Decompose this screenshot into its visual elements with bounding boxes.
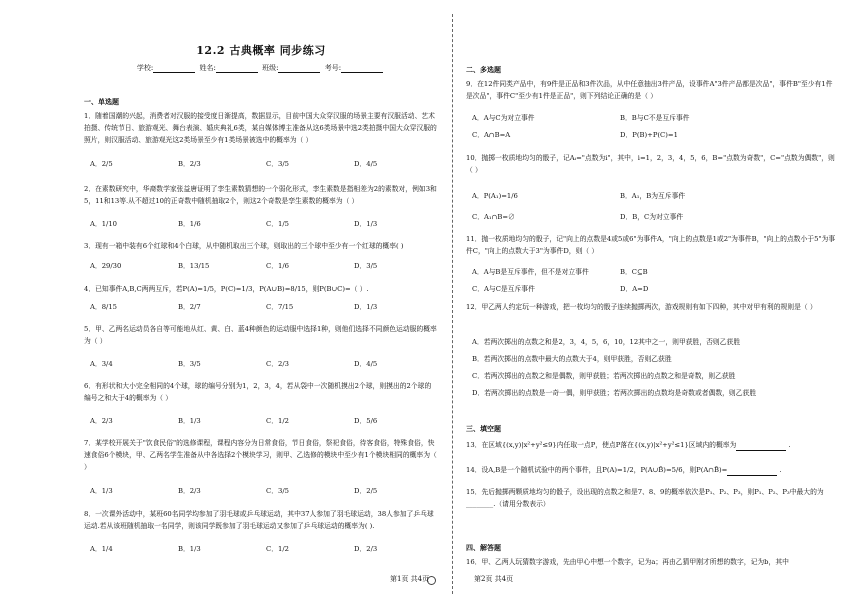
q11-option-b[interactable]: B．C⊆B <box>620 268 648 276</box>
section-single-choice: 一、单选题 <box>84 97 119 106</box>
exam-blank[interactable] <box>341 65 383 73</box>
q9-options-row1 <box>472 114 836 128</box>
q5-option-d[interactable]: D．4/5 <box>354 360 378 368</box>
q2-option-d[interactable]: D．1/3 <box>354 220 378 228</box>
question-10: 10．抛掷一枚质地均匀的骰子，记Aᵢ="点数为i"，其中，i=1，2，3，4，5，6，B="点数为奇数"，C="点数为偶数"，则（ ） <box>466 154 835 174</box>
q6-option-d[interactable]: D．5/6 <box>354 417 378 425</box>
class-blank[interactable] <box>278 65 320 73</box>
q9-option-a[interactable]: A．A与C为对立事件 <box>472 114 535 122</box>
q11-option-d[interactable]: D．A=D <box>620 285 649 293</box>
q3-options <box>90 262 438 276</box>
q7-option-c[interactable]: C．3/5 <box>266 487 289 495</box>
q2-option-c[interactable]: C．1/5 <box>266 220 289 228</box>
q2-option-b[interactable]: B．1/6 <box>178 220 201 228</box>
question-11: 11．抛一枚质地均匀的骰子，记"向上的点数是4或5或6"为事件A，"向上的点数是1或2"为事件B，"向上的点数小于5"为事件C，"向上的点数大于3"为事件D，则（ ） <box>466 235 836 255</box>
q6-option-a[interactable]: A．2/3 <box>90 417 113 425</box>
column-divider <box>452 14 453 594</box>
q8-option-b[interactable]: B．1/3 <box>178 545 201 553</box>
question-6: 6．有形状和大小完全相同的4个球，球的编号分别为1，2，3，4，若从袋中一次随机摸出2个球，则摸出的2个球的编号之和大于4的概率为（ ） <box>84 382 432 402</box>
q3-option-d[interactable]: D．3/5 <box>354 262 378 270</box>
question-12: 12．甲乙两人约定玩一种游戏，把一枚均匀的骰子连续抛掷两次，游戏规则有如下四种，其中对甲有利的规则是（ ） <box>466 303 817 311</box>
q10-option-a[interactable]: A．P(A₁)=1/6 <box>472 192 518 200</box>
q5-option-a[interactable]: A．3/4 <box>90 360 113 368</box>
q1-option-b[interactable]: B．2/3 <box>178 160 201 168</box>
q11-options-row2 <box>472 285 836 299</box>
q4-option-c[interactable]: C．7/15 <box>266 303 294 311</box>
q11-option-a[interactable]: A．A与B是互斥事件，但不是对立事件 <box>472 268 589 276</box>
q5-option-b[interactable]: B．3/5 <box>178 360 201 368</box>
q4-option-a[interactable]: A．8/15 <box>90 303 117 311</box>
q13-answer-blank[interactable] <box>736 443 786 451</box>
page-title: 12.2 古典概率 同步练习 <box>196 44 326 57</box>
q12-option-c[interactable]: C．若两次掷出的点数之和是偶数，则甲获胜；若两次掷出的点数之和是奇数，则乙获胜 <box>472 372 736 380</box>
school-blank[interactable] <box>153 65 195 73</box>
q11-options-row1 <box>472 268 836 282</box>
q1-option-c[interactable]: C．3/5 <box>266 160 289 168</box>
name-blank[interactable] <box>216 65 258 73</box>
q2-option-a[interactable]: A．1/10 <box>90 220 117 228</box>
left-column <box>84 0 438 608</box>
q4-options <box>90 303 438 317</box>
question-2: 2．在素数研究中，华裔数学家张益唐证明了孪生素数猜想的一个弱化形式，孪生素数是指相差为2的素数对，例如3和5，11和13等.从不超过10的正奇数中随机抽取2个，则这2个奇数是孪生素数的概率为（ ） <box>84 185 437 205</box>
q12-option-d[interactable]: D．若两次掷出的点数是一奇一偶，则甲获胜；若两次掷出的点数均是奇数或者偶数，则乙获胜 <box>472 389 757 397</box>
q9-option-d[interactable]: D．P(B)+P(C)=1 <box>620 131 678 139</box>
right-column <box>466 0 836 608</box>
q10-option-b[interactable]: B．A₁，B为互斥事件 <box>620 192 686 200</box>
q7-option-d[interactable]: D．2/5 <box>354 487 378 495</box>
question-13: 13．在区域{(x,y)|x²+y²≤9}内任取一点P，使点P落在{(x,y)|x²+y²≤1}区域内的概率为 . <box>466 441 791 449</box>
q10-options-row1 <box>472 192 836 206</box>
q1-option-a[interactable]: A．2/5 <box>90 160 113 168</box>
q1-options <box>90 160 438 174</box>
q7-option-a[interactable]: A．1/3 <box>90 487 113 495</box>
question-8: 8．一次课外活动中，某班60名同学均参加了羽毛球或乒乓球运动，其中37人参加了羽毛球运动，38人参加了乒乓球运动.若从该班随机抽取一名同学，则该同学既参加了羽毛球运动又参加了乒乓球运动的概率为( ). <box>84 510 434 530</box>
q10-options-row2 <box>472 213 836 227</box>
page-footer-left: 第1页 共4页 <box>390 575 430 583</box>
section-fill-blank: 三、填空题 <box>466 424 501 433</box>
q12-option-a[interactable]: A．若两次掷出的点数之和是2，3，4，5，6，10，12其中之一，则甲获胜，否则乙获胜 <box>472 338 741 346</box>
q7-option-b[interactable]: B．2/3 <box>178 487 201 495</box>
question-9: 9．在12件同类产品中，有9件是正品和3件次品，从中任意抽出3件产品，设事件A"3件产品都是次品"，事件B"至少有1件是次品"，事件C"至少有1件是正品"，则下列结论正确的是（ ） <box>466 80 833 100</box>
q6-options <box>90 417 438 431</box>
q8-option-c[interactable]: C．1/2 <box>266 545 289 553</box>
q9-option-c[interactable]: C．A∩B=A <box>472 131 511 139</box>
q8-option-a[interactable]: A．1/4 <box>90 545 113 553</box>
q6-option-c[interactable]: C．1/2 <box>266 417 289 425</box>
q6-option-b[interactable]: B．1/3 <box>178 417 201 425</box>
q1-option-d[interactable]: D．4/5 <box>354 160 378 168</box>
student-info <box>84 64 438 73</box>
q7-options <box>90 487 438 501</box>
question-3: 3．现有一箱中装有6个红球和4个白球，从中随机取出三个球，则取出的三个球中至少有一个红球的概率( ) <box>84 242 404 250</box>
exam-label: 考号: <box>324 64 342 72</box>
q12-option-b[interactable]: B．若两次掷出的点数中最大的点数大于4，则甲获胜，否则乙获胜 <box>472 355 672 363</box>
name-label: 姓名: <box>199 64 216 72</box>
question-1: 1．随着国潮的兴起，消费者对汉服的接受度日渐提高，数据显示，目前中国大众穿汉服的场景主要有汉服活动、艺术拍摄、传统节日、旅游观光、舞台表演、婚庆典礼6类，某自媒体博主准备从这6类场景中选2类拍摄中国大众穿汉服的照片，则汉服活动、旅游观光这2类场景至少有1类场景被选中的概率为（ ） <box>84 112 437 144</box>
question-15: 15．先后抛掷两颗质地均匀的骰子，设出现的点数之和是7、8、9的概率依次是P₁、P₂、P₃，则P₁、P₂、P₃中最大的为________.（请用分数表示） <box>466 488 824 508</box>
question-14: 14．设A,B是一个随机试验中的两个事件，且P(A)=1/2，P(A∪B̄)=5/6，则P(A∩B̄)= . <box>466 466 782 474</box>
question-5: 5．甲、乙两名运动员各自等可能地从红、黄、白、蓝4种颜色的运动服中选择1种，则他们选择不同颜色运动服的概率为（ ） <box>84 325 437 345</box>
q11-option-c[interactable]: C．A与C是互斥事件 <box>472 285 535 293</box>
school-label: 学校: <box>136 64 154 72</box>
q10-option-d[interactable]: D．B，C为对立事件 <box>620 213 684 221</box>
question-16: 16．甲、乙两人玩猜数字游戏，先由甲心中想一个数字，记为a；再由乙猜甲刚才所想的数字，记为b，其中 <box>466 558 789 566</box>
q9-option-b[interactable]: B．B与C不是互斥事件 <box>620 114 690 122</box>
section-multiple-choice: 二、多选题 <box>466 65 501 74</box>
page-footer-right: 第2页 共4页 <box>474 575 514 583</box>
q8-option-d[interactable]: D．2/3 <box>354 545 378 553</box>
question-7: 7．某学校开展关于"饮食民俗"的选修课程，课程内容分为日常食俗，节日食俗，祭祀食俗，待客食俗，特殊食俗，快速食俗6个模块，甲、乙两名学生准备从中各选择2个模块学习，则甲、乙选修的模块中至少有1个模块相同的概率为（ ） <box>84 439 437 471</box>
q9-options-row2 <box>472 131 836 145</box>
q14-answer-blank[interactable] <box>727 468 777 476</box>
section-answer: 四、解答题 <box>466 543 501 552</box>
q5-option-c[interactable]: C．2/3 <box>266 360 289 368</box>
q4-option-d[interactable]: D．1/3 <box>354 303 378 311</box>
q3-option-c[interactable]: C．1/6 <box>266 262 289 270</box>
q2-options <box>90 220 438 234</box>
q3-option-a[interactable]: A．29/30 <box>90 262 122 270</box>
q5-options <box>90 360 438 374</box>
question-4: 4．已知事件A,B,C两两互斥，若P(A)=1/5，P(C)=1/3，P(A∪B)=8/15，则P(B∪C)=（ ）. <box>84 285 369 293</box>
q3-option-b[interactable]: B．13/15 <box>178 262 210 270</box>
q10-option-c[interactable]: C．A₁∩B=∅ <box>472 213 515 221</box>
q8-options <box>90 545 438 559</box>
q4-option-b[interactable]: B．2/7 <box>178 303 201 311</box>
class-label: 班级: <box>262 64 279 72</box>
